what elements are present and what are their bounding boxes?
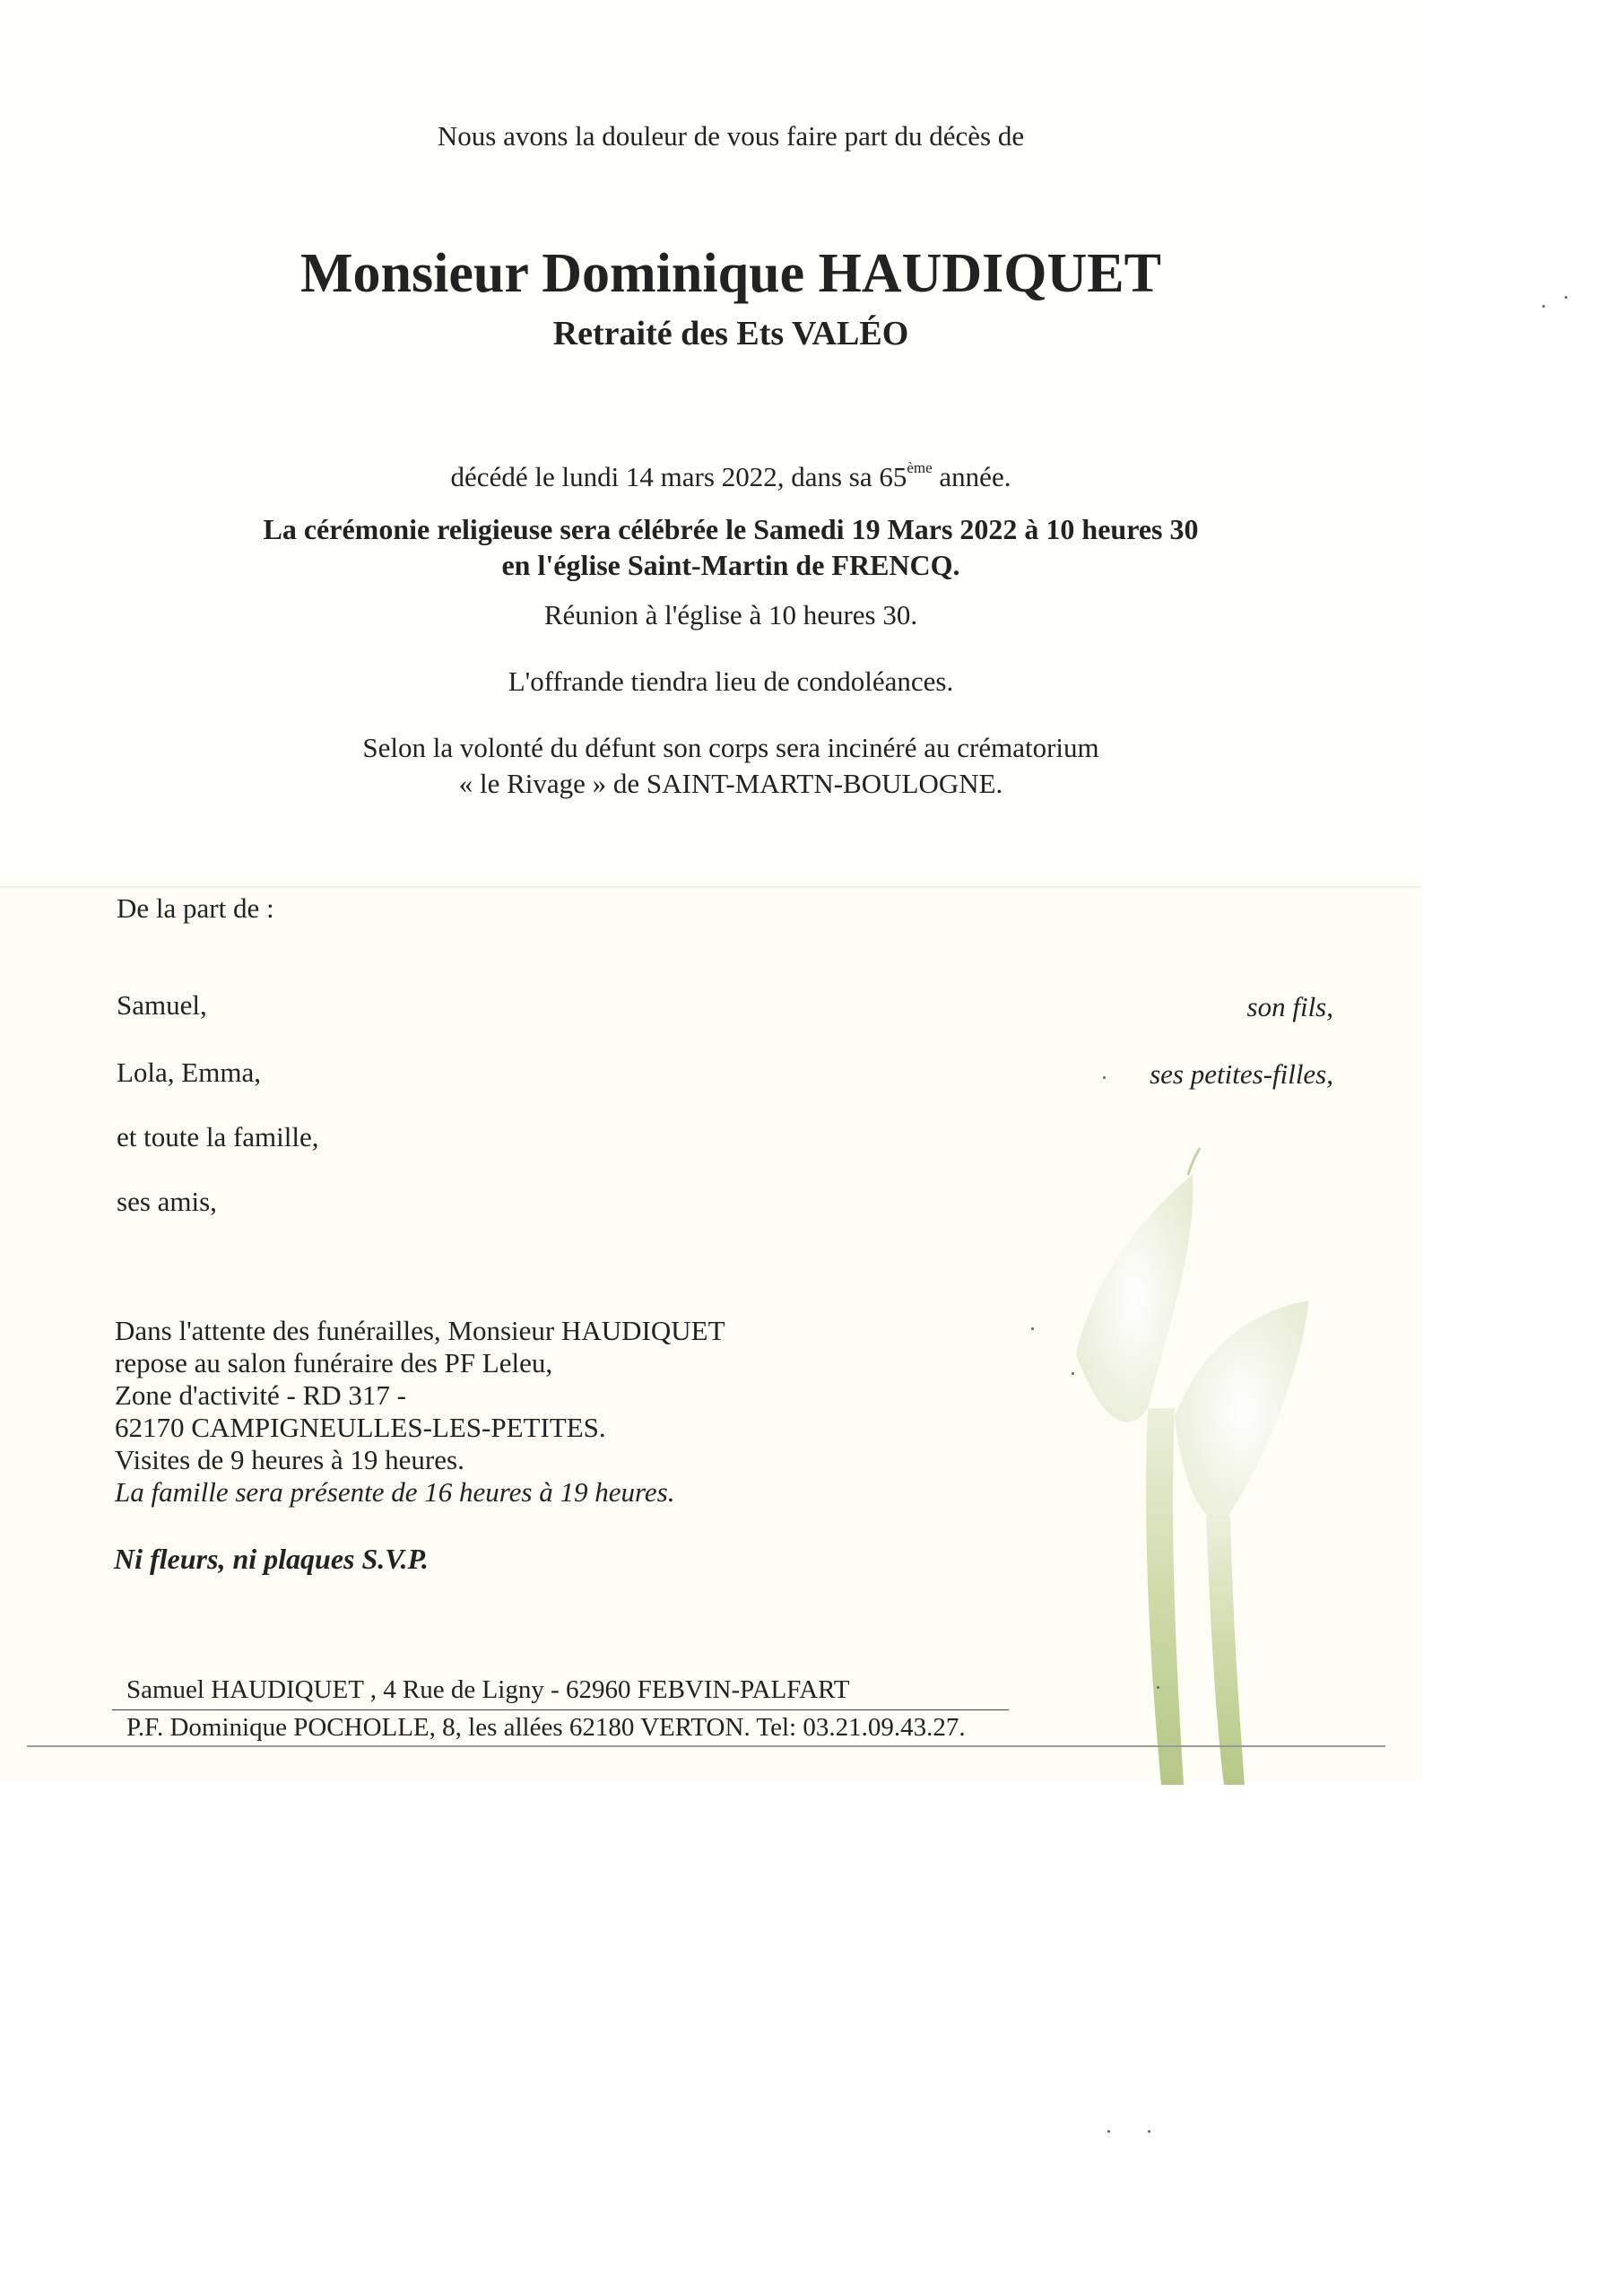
intro-text: Nous avons la douleur de vous faire part du décès de: [437, 120, 1025, 152]
scan-speck: [1148, 2130, 1150, 2133]
ceremony-line-2: en l'église Saint-Martin de FRENCQ.: [501, 549, 960, 581]
funeral-home-block: [115, 1315, 796, 1509]
family-member-name: et toute la famille,: [117, 1121, 319, 1152]
calla-lily-icon: [1040, 1139, 1363, 1785]
family-address: Samuel HAUDIQUET , 4 Rue de Ligny - 62960 FEBVIN-PALFART: [126, 1675, 850, 1704]
footer-divider: [112, 1709, 1009, 1710]
scan-speck: [1031, 1327, 1034, 1330]
ordinal-suffix: ème: [907, 459, 933, 476]
scan-speck: [1107, 2130, 1110, 2133]
deceased-name: Monsieur Dominique HAUDIQUET: [300, 243, 1161, 304]
no-flowers-note: Ni fleurs, ni plaques S.V.P.: [114, 1543, 429, 1575]
death-date-text: [0, 459, 1462, 493]
scan-speck: [1542, 305, 1545, 308]
family-heading: De la part de :: [117, 892, 274, 924]
funeral-home-line: repose au salon funéraire des PF Leleu,: [115, 1347, 553, 1378]
scan-speck: [1565, 296, 1567, 299]
ceremony-text: [0, 511, 1462, 583]
family-member-name: ses amis,: [117, 1186, 217, 1217]
deceased-subtitle: Retraité des Ets VALÉO: [552, 315, 909, 352]
death-date-main: décédé le lundi 14 mars 2022, dans sa 65: [450, 461, 907, 492]
cremation-text: [0, 730, 1462, 802]
family-member-role: son fils,: [1246, 991, 1333, 1022]
scan-speck: [1157, 1686, 1159, 1689]
cremation-line-2: « le Rivage » de SAINT-MARTN-BOULOGNE.: [458, 768, 1003, 799]
funeral-home-line: Zone d'activité - RD 317 -: [115, 1379, 406, 1411]
family-presence: La famille sera présente de 16 heures à 19 heures.: [115, 1476, 675, 1508]
death-date-end: année.: [932, 461, 1011, 492]
family-member-name: Samuel,: [117, 989, 207, 1021]
family-member-role: ses petites-filles,: [1150, 1058, 1333, 1090]
fold-line: [0, 886, 1421, 888]
offering-text: L'offrande tiendra lieu de condoléances.: [508, 665, 954, 697]
scan-speck: [1103, 1076, 1106, 1079]
ceremony-line-1: La cérémonie religieuse sera célébrée le Samedi 19 Mars 2022 à 10 heures 30: [263, 513, 1199, 545]
funeral-director: P.F. Dominique POCHOLLE, 8, les allées 62180 VERTON. Tel: 03.21.09.43.27.: [126, 1713, 966, 1742]
visiting-hours: Visites de 9 heures à 19 heures.: [115, 1444, 464, 1475]
funeral-home-line: 62170 CAMPIGNEULLES-LES-PETITES.: [115, 1412, 606, 1443]
reunion-text: Réunion à l'église à 10 heures 30.: [543, 599, 918, 631]
bottom-rule: [27, 1745, 1385, 1747]
funeral-home-line: Dans l'attente des funérailles, Monsieur HAUDIQUET: [115, 1315, 725, 1346]
cremation-line-1: Selon la volonté du défunt son corps sera incinéré au crématorium: [362, 732, 1099, 763]
scan-speck: [1072, 1372, 1074, 1375]
family-member-name: Lola, Emma,: [117, 1057, 261, 1088]
